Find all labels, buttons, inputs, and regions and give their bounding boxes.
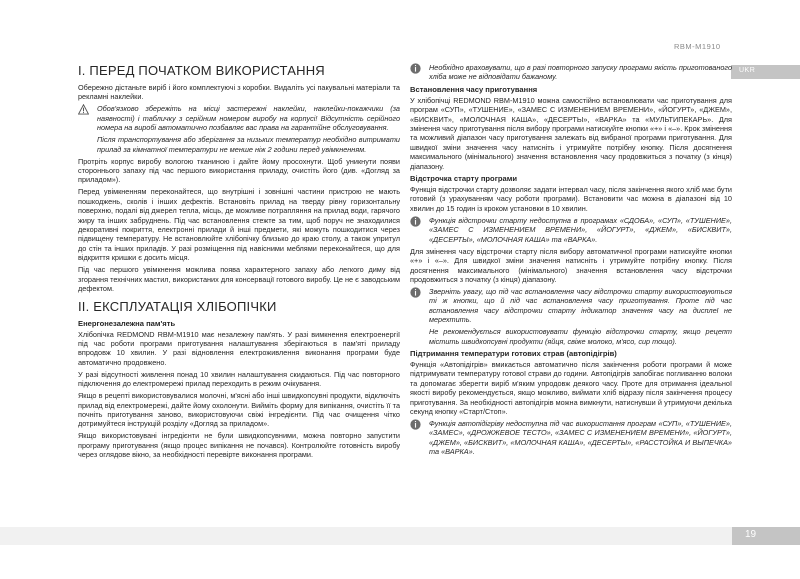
subheading-auto-warm: Підтримання температури готових страв (автопідігрів)	[410, 348, 617, 358]
warning-text: Обов'язково збережіть на місці застережні наклейки, наклейки-покажчики (за наявності) і табличку з серійним номером виробу на корпусі! Відсутність серійного номера на виробі автоматично позбавляє вас права на гарантійне обслуговування.	[97, 104, 400, 133]
paragraph: Обережно дістаньте виріб і його комплектуючі з коробки. Видаліть усі пакувальні матеріали та рекламні наклейки.	[78, 83, 400, 102]
info-text: Не рекомендується використовувати функцію відстрочки старту, якщо рецепт містить швидкопсувні продукти (яйця, свіже молоко, м'ясо, сир тощо).	[429, 327, 732, 346]
info-icon	[410, 419, 421, 430]
subheading-memory: Енергонезалежна пам'ять	[78, 318, 176, 328]
subheading-delay-start: Відстрочка старту програми	[410, 174, 518, 184]
paragraph: У разі відсутності живлення понад 10 хвилин налаштування скидаються. Під час повторного підключення до електромережі прилад переходить в режим очікування.	[78, 369, 400, 389]
info-text: Функція автопідігріву недоступна під час використання програм «СУП», «ТУШЕНИЕ», «ЗАМЕС», «ДРОЖЖЕВОЕ ТЕСТО», «ЗАМЕС С ИЗМЕНЕНИЕМ ВРЕМЕНИ», «ЙОГУРТ», «ДЖЕМ», «БИСКВИТ», «МОЛОЧНАЯ КАША», «ДЕСЕРТЫ», «РАССТОЙКА И ВЫПЕЧКА» та «ВАРКА».	[429, 418, 732, 457]
info-note	[410, 287, 732, 346]
subheading-cooking-time: Встановлення часу приготування	[410, 84, 538, 94]
left-column	[78, 63, 400, 523]
info-icon	[410, 287, 421, 298]
language-tab	[731, 65, 800, 79]
page-number: 19	[745, 529, 757, 540]
info-note	[410, 419, 732, 457]
paragraph: Перед увімкненням переконайтеся, що внутрішні і зовнішні частини пристрою не мають пошкоджень, сколів і інших дефектів. Встановіть прилад на тверду рівну горизонтальну поверхню, подалі від джерел тепла, місць, де можливе потрапляння на прилад води, гарячого жиру та інших забруднень. Під час встановлення стежте за тим, щоб поруч не знаходилися декоративні покриття, електронні прилади й інші предмети, які можуть пошкодитися через підвищену температуру. Не встановлюйте хлібопічку близько до краю столу, а також упритул до стін та інших приладів. У разі розміщення під навісними меблями переконайтеся, що для відкриття кришки є досить місця.	[78, 187, 400, 263]
footer-bar	[0, 527, 732, 545]
section-2-title: II. ЕКСПЛУАТАЦІЯ ХЛІБОПІЧКИ	[78, 298, 277, 314]
info-icon	[410, 63, 421, 74]
language-label: UKR	[739, 67, 756, 74]
paragraph: Протріть корпус виробу вологою тканиною і дайте йому просохнути. Щоб уникнути появи стороннього запаху під час першого використання приладу, очистіть його (див. «Догляд за приладом»).	[78, 156, 400, 185]
warning-text: Після транспортування або зберігання за низьких температур необхідно витримати прилад за кімнатної температури не менше ніж 2 години перед увімкненням.	[97, 135, 400, 154]
paragraph: Якщо в рецепті використовувалися молочні, м'ясні або інші швидкопсувні продукти, відключіть прилад від електромережі, дайте йому охолонути. Вийміть форму для випікання, очистіть її та почніть приготування заново, використовуючи свіжі інгредієнти. Під час очищення чітко дотримуйтеся інструкцій розділу «Догляд за приладом».	[78, 391, 400, 429]
paragraph: Хлібопічка REDMOND RBM-M1910 має незалежну пам'ять. У разі вимкнення електроенергії під час роботи програми приготування налаштування зберігаються в пам'яті приладу впродовж 10 хвилин. У разі відновлення електроживлення виконання програми буде автоматично продовжено.	[78, 329, 400, 367]
right-column	[410, 63, 732, 523]
paragraph: Функція «Автопідігрів» вмикається автоматично після закінчення роботи програми й може підтримувати температуру готової страви до години. Автопідігрів запобігає погливанню волоки та допомагає зберегти виріб м'яким упродовж деякого часу. Проте для отримання ідеальної якості виробу рекомендується, якщо можливо, виймати хліб відразу після закінчення процесу приготування. За необхідності автопідігрів можна вимкнути, натиснувши й утримуючи декілька секунд кнопку «Старт/Стоп».	[410, 359, 732, 416]
warning-note	[78, 104, 400, 154]
paragraph: У хлібопічці REDMOND RBM-M1910 можна самостійно встановлювати час приготування для програм «СУП», «ТУШЕНИЕ», «ЗАМЕС С ИЗМЕНЕНИЕМ ВРЕМЕНИ», «ЙОГУРТ», «ДЖЕМ», «БИСКВИТ», «МОЛОЧНАЯ КАША», «ДЕСЕРТЫ», «ВАРКА» та «МУЛЬТИПЕКАРЬ». Для змінення часу приготування після вибору програми натискуйте кнопки «+» і «–». Крок змінення та можливий діапазон часу приготування залежать від вибраної програми приготування. Для швидкої зміни значення часу натисніть і утримуйте потрібну кнопку. Після досягнення максимального (мінімального) значення встановлення часу продовжиться з початку (з кінця) діапазону.	[410, 95, 732, 171]
paragraph: Для змінення часу відстрочки старту після вибору автоматичної програми натискуйте кнопки «+» і «–». Для швидкої зміни значення натисніть і утримуйте потрібну кнопку. Після досягнення максимального (мінімального) значення встановлення часу відстрочки продовжиться з початку (з кінця) діапазону.	[410, 246, 732, 284]
paragraph: Під час першого увімкнення можлива поява характерного запаху або легкого диму від згорання технічних мастил, використаних для консервації готового виробу. Це не є заводським дефектом.	[78, 265, 400, 294]
info-text: Зверніть увагу, що під час встановлення часу відстрочки старту використовуються ті ж кнопки, що й під час встановлення часу приготування. Проте під час встановлення часу відстрочки старту індикатор значення часу на дисплеї не мерехтить.	[429, 286, 732, 325]
model-code: RBM-M1910	[674, 42, 721, 51]
paragraph: Якщо використовувані інгредієнти не були швидкопсувними, можна повторно запустити програму приготування (якщо процес випікання не почався). Контролюйте готовність виробу через оглядове вікно, за необхідності перевірте виконання програми.	[78, 431, 400, 460]
info-text: Необхідно враховувати, що в разі повторного запуску програми якість приготованого хліба може не відповідати бажаному.	[429, 63, 732, 82]
section-1-title: I. ПЕРЕД ПОЧАТКОМ ВИКОРИСТАННЯ	[78, 63, 325, 78]
info-icon	[410, 216, 421, 227]
page-number-tab	[732, 527, 800, 545]
info-note	[410, 63, 732, 82]
info-note	[410, 216, 732, 244]
warning-triangle-icon	[78, 104, 89, 115]
info-text: Функція відстрочки старту недоступна в програмах «СДОБА», «СУП», «ТУШЕНИЕ», «ЗАМЕС С ИЗМЕНЕНИЕМ ВРЕМЕНИ», «ЙОГУРТ», «ДЖЕМ», «БИСКВИТ», «ДЕСЕРТЫ», «МОЛОЧНАЯ КАША» та «ВАРКА».	[429, 215, 732, 244]
paragraph: Функція відстрочки старту дозволяє задати інтервал часу, після закінчення якого хліб має бути готовий (з урахуванням часу роботи програми). Встановити час можна в діапазоні від 10 хвилин до 15 годин із кроком установки в 10 хвилин.	[410, 185, 732, 213]
